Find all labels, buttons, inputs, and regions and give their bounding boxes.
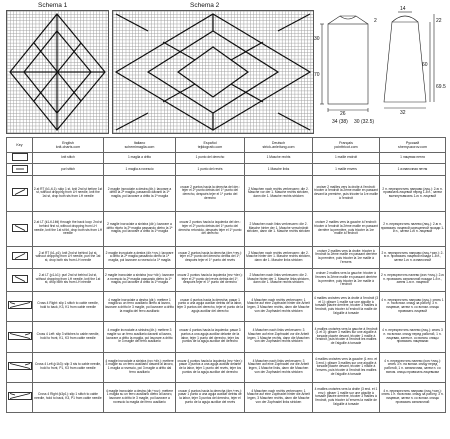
table-cell: 4 mailles croisées vers la droite à l'endroit (3 et 1): glisser 1 maille sur une aiguille à torsade placée derrière, tricoter 3 mailles à l'endroit, puis tricoter à l'endroit la maille de l'aiguille à torsade [313,291,380,321]
key-symbol-cell [7,211,33,246]
column-source: schemimaglia.com [124,144,155,149]
table-cell: 2 п. перекрестить направо (лиц.): 2-ю п. провязать лицевой перед 1-й п., затем вытянутьвязать 1-ю п. лицевой [380,175,446,211]
column-header [245,138,313,153]
dim-bottom-30: 30 (32.5) [354,119,375,125]
table-cell: Cross 4 Left: slip 3 stitches to cable needle, hold to front, K1, K3 from cable needle [33,321,104,352]
table-cell: Cross 4 Right: slip 1 stitch to cable needle, hold to back, K3, K1 from cable needle [33,291,104,321]
schema-2-chart [112,10,314,134]
table-cell: 2-st RT (k1-tl-1): skip 1 st, knit 2nd st before 1st st, without dropping from LH needle, knit the 1st st, drop both sts from LH needle [33,175,104,211]
table-cell: 2-st LT (p1-k1): purl 2nd st behind 1st st, without dropping from LH needle, knit the 1st st, drop both sts from LH needle [33,268,104,291]
table-row [7,382,446,412]
column-header [104,138,176,153]
table-cell: 4 mailles croisées vers la gauche à l'endroit (1 et 3): glisser 3 mailles sur une aiguille à torsade placée devant, tricoter 1 maille à l'endroit, puis tricoter à l'endroit les mailles de l'aiguille à torsade [313,321,380,352]
table-cell: cruzar 2 puntos hacia la izquierda del der.: tejer el 2º punto detrás del 1º punto del derecho retorcido, después tejer el 1º punto del derecho [176,211,245,246]
key-symbol-cell [7,152,33,163]
column-header [7,138,33,153]
stitch-symbol-c2r-icon [8,392,32,400]
column-language: Deutsch [271,140,286,145]
schema-1-title: Schema 1 [38,2,68,9]
column-language: Italiano [133,140,146,145]
table-cell: 2 maglie incrociate a destra (dir.+rov.): lavorare a dritto la 2ª maglia passando dietro la 1ª maglia, poi lavorare a rovescio la 1ª maglia [104,246,176,268]
table-cell: 2 maglie incrociate a sinistra (rov.+dir.): lavorare a rovescio la 2ª maglia passando dietro la 1ª maglia, poi lavorare a dritto la 1ª maglia [104,268,176,291]
table-cell: 4 п. перекрестить налево (изн.+лиц.): снять 3 п. на вспом. спицу перед работой, 1 п. изнаночная, затем п. со вспом. спицы провязать лицевыми [380,352,446,382]
table-cell: 4 Maschen nach links verkreuzen: 3 Maschen auf eine Zopfnadel vor die Arbeit legen, 1 Masche links, dann die Maschen von der Zopfnadel rechts stricken [245,352,313,382]
table-cell: 4 Maschen nach rechts verkreuzen: 1 Masche auf eine Zopfnadel hinter die Arbeit legen, 3 Maschen rechts, dann die Masche von der Zopfnadel rechts stricken [245,291,313,321]
table-row [7,291,446,321]
table-cell: 2 Maschen nach rechts verkreuzen: die 2. Masche hinter der 1. Masche rechts stricken, dann die 1. Masche links stricken [245,246,313,268]
table-cell: 2 п. перекрестить налево (изн.+лиц.): 2-ю п. провязать изнаночной позади 1-й п., затем 1-ю п. лицевой [380,268,446,291]
stitch-symbol-lt-icon [12,275,28,283]
table-row [7,246,446,268]
table-cell: cruzar 4 puntos hacia la izquierda (rev.+der.): pasar 3 puntos a una aguja auxiliar delante de la labor, tejer 1 punto del revés, tejer los puntos de la aguja auxiliar del derecho [176,352,245,382]
stitch-symbol-rt-icon [12,252,28,260]
table-cell: 2-st LT (k1-tl-1tbl) through the back loop: 2nd st behind first st, without dropping from LH needle, knit the 1st st tbl, drop both sts from LH needle [33,211,104,246]
table-cell: cruzar 2 puntos hacia la derecha (der.+rev.): tejer el 2º punto del derecho detrás del 1º, después tejer el 1º punto del revés [176,246,245,268]
table-cell: 1 punto del revés [176,164,245,175]
stitch-symbol-c2l-icon [8,362,32,370]
dim-left-30: 30 [314,36,320,42]
table-cell: cruzar 4 puntos hacia la izquierda: pasar 3 puntos a una aguja auxiliar delante de la labor, tejer 1 punto del derecho, tejer los puntos de la aguja auxiliar del derecho [176,321,245,352]
key-symbol-cell [7,164,33,175]
table-row [7,352,446,382]
table-cell: 4 Maschen nach rechts verkreuzen: 1 Masche auf eine Zopfnadel hinter die Arbeit legen, 3 Maschen rechts, dann die Masche von der Zopfnadel links stricken [245,382,313,412]
table-cell: 2 п. перекрестить налево (лиц.): 2-ю п. провязать лицевой скрещенной позади 1-й п., затем 1-ю п. лицевой [380,211,446,246]
dim-right-60: 60 [422,62,428,68]
table-cell: 1 maille endroit [313,152,380,163]
table-cell: cruzar 4 puntos hacia la derecha: pasar 1 punto a una aguja auxiliar detrás de la labor, tejer 3 puntos del derecho, tejer el punto de la aguja auxiliar del derecho [176,291,245,321]
table-row [7,211,446,246]
key-symbol-cell [7,382,33,412]
garment-schematic [314,6,446,134]
dim-right-22: 22 [436,18,442,24]
table-cell: 1 maglia a dritto [104,152,176,163]
column-language: English [62,140,74,145]
table-cell: 1 maille envers [313,164,380,175]
table-cell: 1 лицевая петля [380,152,446,163]
dim-top-14: 14 [400,6,406,12]
column-language: Русский [405,140,420,145]
column-source: strick-anleitung.com [262,144,295,149]
key-symbol-cell [7,175,33,211]
table-row [7,152,446,163]
column-header [33,138,104,153]
table-cell: 1 maglia a rovescio [104,164,176,175]
table-cell: 2-st RT (k1-p1): knit 2nd st behind 1st st, without dropping from LH needle, purl the 1st st, drop both sts from LH needle [33,246,104,268]
column-source: pointtricot.com [334,144,358,149]
table-cell: cruzar 4 puntos hacia la derecha (der.+rev.): pasar 1 punto a una aguja auxiliar detrás de la labor, tejer 3 puntos del derecho, tejer el punto de la aguja auxiliar del revés [176,382,245,412]
dim-bottom-34: 34 (38) [332,119,348,125]
table-cell: 2 maglie incrociate a destra (dir.): lavorare a dritto la 2ª maglia, passando davanti la 1ª maglia, poi lavorare a dritto la 1ª maglia [104,175,176,211]
table-cell: croiser 2 mailles vers la gauche à l'endroit: tricoter à l'endroit la 2ème maille en passant derrière la première, puis tricoter la 1re maille à l'endroit [313,211,380,246]
stitch-symbol-c2l-icon [8,332,32,340]
key-symbol-cell [7,291,33,321]
dim-sleeve-32: 32 [400,110,406,116]
table-cell: 1 punto del derecho [176,152,245,163]
table-cell: 4 mailles croisées vers la droite (3 end. et 1 env.): glisser 1 maille sur une aiguille à torsade placée derrière, tricoter 3 mailles à l'endroit, puis tricoter à l'envers la maille de l'aiguille à torsade [313,382,380,412]
column-source: knit-charts.com [55,144,81,149]
column-language: Español [203,140,217,145]
table-cell: 4 п. перекрестить налево (лиц.): снять 3 п. на вспом. спицу перед работой, 1 п. лицевая, затем п. со вспом. спицы провязать лицевыми [380,321,446,352]
stitch-symbol-lt-icon [12,224,28,232]
table-cell: croiser 2 mailles vers la droite: tricoter à l'endroit la 2ème maille en passant derrière la première, puis tricoter la 1re maille à l'envers [313,246,380,268]
dim-left-70: 70 [314,72,320,78]
table-cell: 1 Masche links [245,164,313,175]
stitch-symbol-dash-icon [12,165,28,173]
column-language: Français [339,140,353,145]
stitch-symbol-rt-icon [12,188,28,196]
table-row [7,164,446,175]
column-source: shemyuzorov.com [398,144,427,149]
table-cell: 2 maglie incrociate a sinistra (dir.): lavorare a dritto ritorto la 2ª maglia passando dietro la 1ª maglia, poi lavorare a dritto la 1ª maglia [104,211,176,246]
table-cell: Cross 4 Right (k3p1): slip 1 stitch to cable needle, hold to back, K3, P1 from cable needle [33,382,104,412]
stitch-key-table [6,137,446,413]
table-row [7,321,446,352]
column-language: Key [16,142,23,147]
table-cell: 4 maglie incrociate a sinistra (rov.+dir.): mettere 3 maglie su un ferro ausiliario davanti al lavoro, 1 maglia a rovescio, poi 3 maglie a dritto dal ferro ausiliario [104,352,176,382]
table-cell: 2 Maschen nach links verkreuzen: die 2. Masche hinter der 1. Masche links stricken, dann die 1. Masche rechts stricken [245,268,313,291]
table-cell: 2 п. перекрестить направо (лиц.+изн.): 2-ю п. провязать лицевой позади 1-й п., затем 1-ю п. изнаночной [380,246,446,268]
dim-bottom-26: 26 [340,111,346,117]
table-row [7,268,446,291]
key-symbol-cell [7,352,33,382]
column-source: tejidografo.com [197,144,223,149]
table-cell: 4 п. перекрестить направо (лиц.+изн.): снять 1 п. на вспом. спицу за работу, 3 п. лицевые, затем п. со вспом. спицы провязать изнаночной [380,382,446,412]
table-cell: croiser 2 mailles vers la droite à l'endroit: tricoter à l'endroit la 2ème maille en passant devant la première, puis tricoter la 1re maille à l'endroit [313,175,380,211]
table-cell: 4 maglie incrociate a destra (dir.+rov.): mettere 1 maglia su un ferro ausiliario dietro al lavoro, lavorare a dritto le 3 maglie, poi lavorare a rovescio la maglia del ferro ausiliario [104,382,176,412]
column-header [176,138,245,153]
table-cell: 4 maglie incrociate a destra (dir.): mettere 1 maglia su un ferro ausiliario dietro al lavoro, lavorare a dritto le 3 maglie, poi lavorare a dritto la maglia del ferro ausiliario [104,291,176,321]
table-cell: 4 Maschen nach links verkreuzen: 3 Maschen auf eine Zopfnadel vor die Arbeit legen, 1 Masche rechts, dann die Maschen von der Zopfnadel rechts stricken [245,321,313,352]
table-cell: 2 Maschen nach rechts verkreuzen: die 2. Masche vor der 1. Masche rechts stricken, dann die 1. Masche rechts stricken [245,175,313,211]
table-cell: Cross 4 Left (p1k3): slip 3 sts to cable needle, hold to front, P1, K3 from cable needle [33,352,104,382]
stitch-symbol-blank-icon [12,153,28,161]
stitch-symbol-c2r-icon [8,301,32,309]
column-header [380,138,446,153]
table-cell: cruzar 2 puntos hacia la izquierda (rev.+der.): tejer el 2º punto del revés detrás del 1º, después tejer el 1º punto del derecho [176,268,245,291]
table-cell: knit stitch [33,152,104,163]
key-symbol-cell [7,321,33,352]
schema-2-title: Schema 2 [190,2,220,9]
table-cell: 2 Maschen nach links verkreuzen: die 2. Masche hinter der 1. Masche verschränkt stricken, dann die 1. Masche rechts stricken [245,211,313,246]
table-header-row [7,138,446,153]
table-row [7,175,446,211]
table-cell: 1 изнаночная петля [380,164,446,175]
dim-right-69: 69.5 [436,84,446,90]
column-header [313,138,380,153]
table-cell: purl stitch [33,164,104,175]
table-cell: croiser 2 mailles vers la gauche: tricoter à l'envers la 2ème maille en passant derrière la première, puis tricoter la 1re maille à l'endroit [313,268,380,291]
table-cell: 4 п. перекрестить направо (лиц.): снять 1 п. на вспом. спицу за работу, 3 п. лицевые, затем п. со вспом. спицы провязать лицевой [380,291,446,321]
key-symbol-cell [7,246,33,268]
table-cell: 4 mailles croisées vers la gauche (1 env. et 3 end.): glisser 3 mailles sur une aiguille à torsade placée devant, tricoter 1 maille à l'envers, puis tricoter à l'endroit les mailles de l'aiguille à torsade [313,352,380,382]
schema-1-chart [6,10,109,134]
table-cell: 4 maglie incrociate a sinistra (dir.): mettere 3 maglie su un ferro ausiliario davanti al lavoro, lavorare a dritto la maglia, poi lavorare a dritto le 3 maglie del ferro ausiliario [104,321,176,352]
table-cell: cruzar 2 puntos hacia la derecha del der.: tejer el 2º punto detrás del 1º punto del derecho, después tejer el 1º punto del derecho [176,175,245,211]
key-symbol-cell [7,268,33,291]
table-cell: 1 Masche rechts [245,152,313,163]
dim-top-2: 2 [374,18,377,24]
